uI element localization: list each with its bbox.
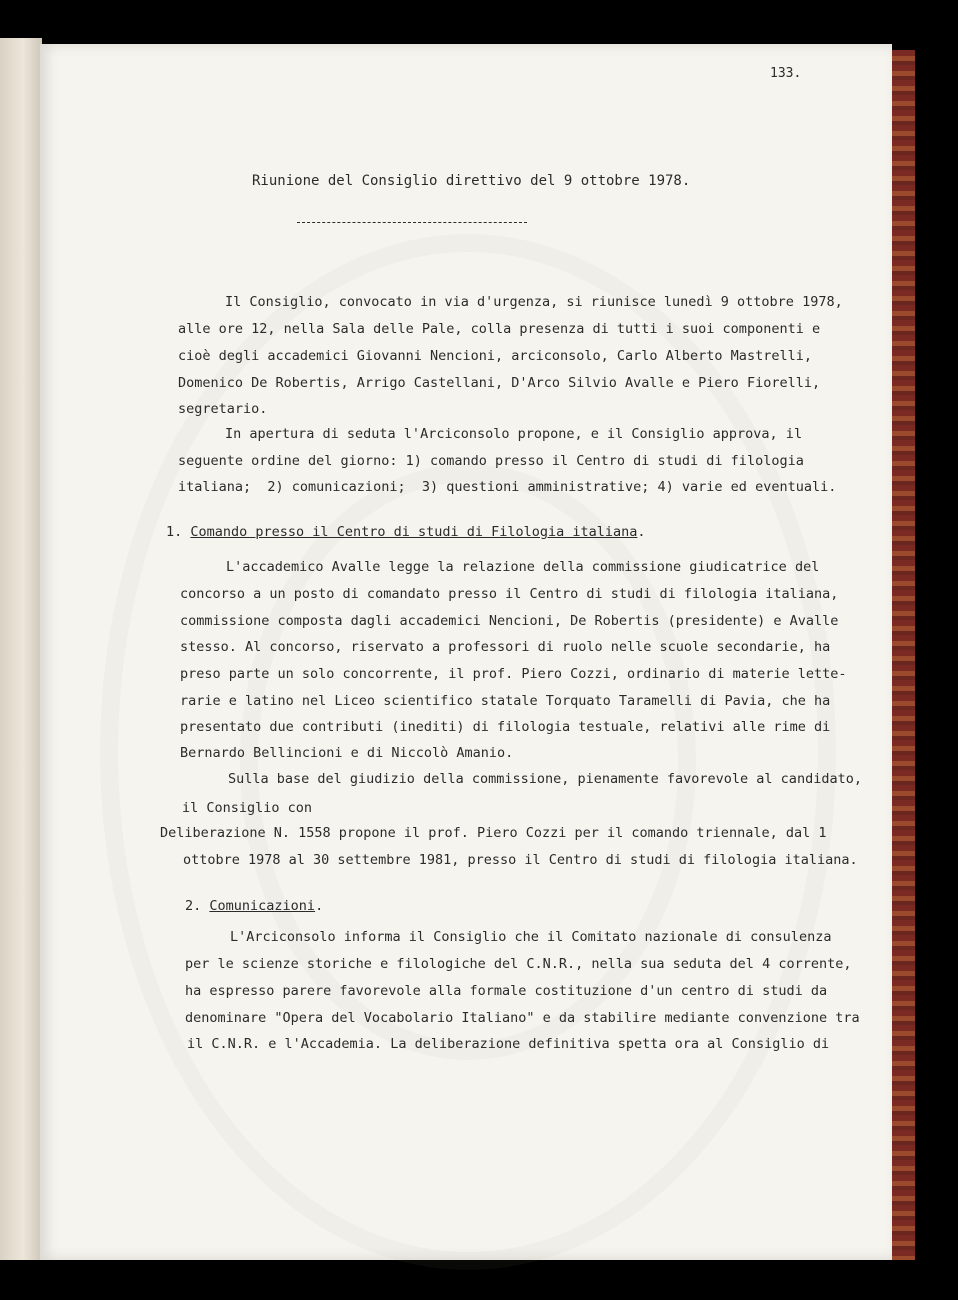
text-line: Deliberazione N. 1558 propone il prof. Piero Cozzi per il comando triennale, dal 1 [160, 825, 827, 841]
text-line: denominare "Opera del Vocabolario Italiano" e da stabilire mediante convenzione tra [185, 1010, 860, 1026]
document-title: Riunione del Consiglio direttivo del 9 ottobre 1978. [252, 173, 691, 189]
text-line: il Consiglio con [182, 800, 313, 816]
text-line: per le scienze storiche e filologiche del C.N.R., nella sua seduta del 4 corrente, [185, 956, 852, 972]
text-line: Il Consiglio, convocato in via d'urgenza, si riunisce lunedì 9 ottobre 1978, [225, 294, 843, 310]
text-line: L'Arciconsolo informa il Consiglio che il Comitato nazionale di consulenza [230, 929, 832, 945]
title-underline-rule [297, 222, 527, 223]
text-line: Domenico De Robertis, Arrigo Castellani, D'Arco Silvio Avalle e Piero Fiorelli, [178, 375, 821, 391]
text-line: ha espresso parere favorevole alla formale costituzione d'un centro di studi da [185, 983, 828, 999]
text-line: alle ore 12, nella Sala delle Pale, colla presenza di tutti i suoi componenti e [178, 321, 821, 337]
document-page [40, 44, 892, 1260]
section-title: Comando presso il Centro di studi di Filologia italiana [190, 524, 638, 540]
text-line: commissione composta dagli accademici Nencioni, De Robertis (presidente) e Avalle [180, 613, 839, 629]
section-heading: 1. Comando presso il Centro di studi di Filologia italiana. [166, 524, 646, 540]
section-number: 2. [185, 898, 210, 914]
section-heading: 2. Comunicazioni. [185, 898, 324, 914]
text-line: concorso a un posto di comandato presso il Centro di studi di filologia italiana, [180, 586, 839, 602]
text-line: il C.N.R. e l'Accademia. La deliberazione definitiva spetta ora al Consiglio di [187, 1036, 830, 1052]
text-line: preso parte un solo concorrente, il prof. Piero Cozzi, ordinario di materie lette- [180, 666, 847, 682]
text-line: L'accademico Avalle legge la relazione della commissione giudicatrice del [226, 559, 820, 575]
section-title: Comunicazioni [209, 898, 316, 914]
section-number: 1. [166, 524, 191, 540]
page-number: 133. [770, 66, 802, 81]
text-line: cioè degli accademici Giovanni Nencioni, arciconsolo, Carlo Alberto Mastrelli, [178, 348, 812, 364]
text-line: seguente ordine del giorno: 1) comando presso il Centro di studi di filologia [178, 453, 804, 469]
text-line: rarie e latino nel Liceo scientifico statale Torquato Taramelli di Pavia, che ha [180, 693, 831, 709]
text-line: segretario. [178, 401, 268, 417]
text-line: Bernardo Bellincioni e di Niccolò Amanio. [180, 745, 514, 761]
text-line: In apertura di seduta l'Arciconsolo propone, e il Consiglio approva, il [225, 426, 803, 442]
text-line: italiana; 2) comunicazioni; 3) questioni amministrative; 4) varie ed eventuali. [178, 479, 837, 495]
text-line: stesso. Al concorso, riservato a professori di ruolo nelle scuole secondarie, ha [180, 639, 831, 655]
text-line: ottobre 1978 al 30 settembre 1981, presso il Centro di studi di filologia italiana. [183, 852, 858, 868]
text-line: presentato due contributi (inediti) di filologia testuale, relativi alle rime di [180, 719, 831, 735]
text-line: Sulla base del giudizio della commissione, pienamente favorevole al candidato, [228, 771, 862, 787]
left-page-edge [0, 38, 42, 1260]
